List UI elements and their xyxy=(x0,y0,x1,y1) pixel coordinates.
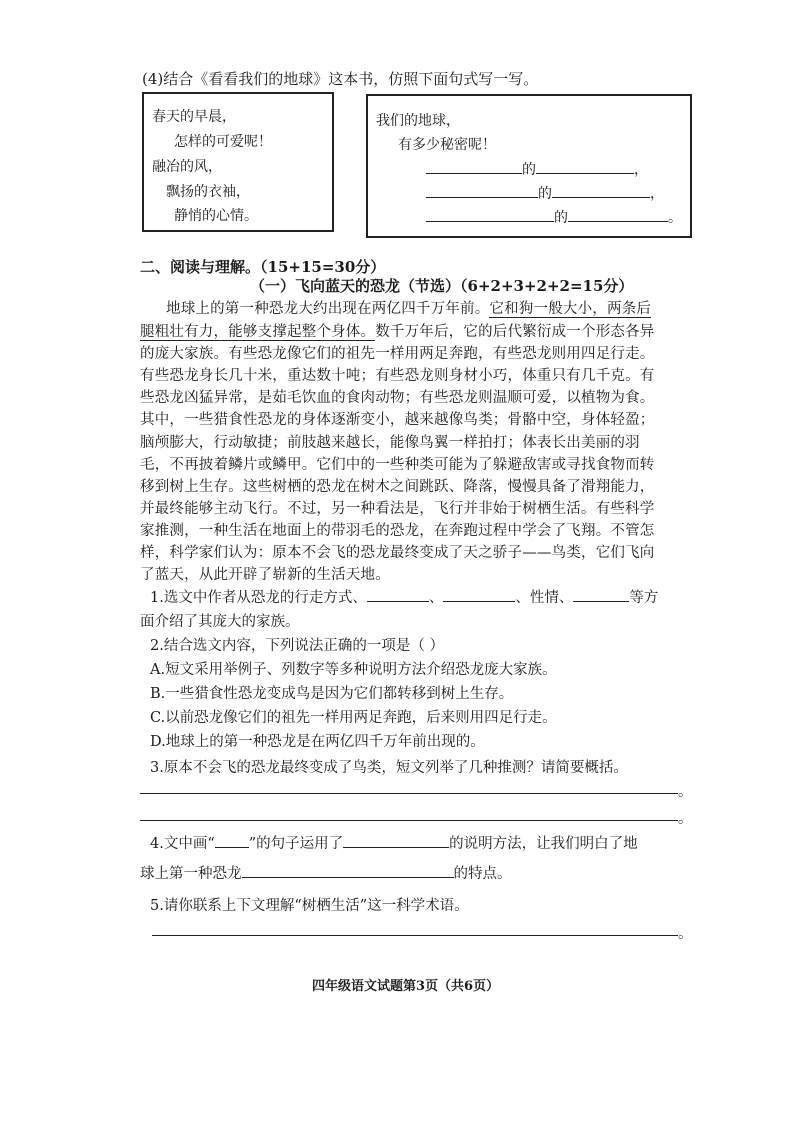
question-2: 2.结合选文内容，下列说法正确的一项是（ ） xyxy=(150,638,444,654)
answer-blank[interactable] xyxy=(552,182,650,198)
answer-blank[interactable] xyxy=(568,206,668,222)
q4-continuation xyxy=(140,862,512,883)
passage-line-1 xyxy=(166,297,651,318)
q5-answer-line[interactable] xyxy=(152,935,678,936)
example-line-1: 春天的早晨， xyxy=(152,109,236,125)
comma-text: ， xyxy=(650,186,664,202)
answer-row-2 xyxy=(426,182,664,203)
comma-text: ， xyxy=(634,162,648,178)
q1-text: 1.选文中作者从恐龙的行走方式、 xyxy=(150,590,367,606)
q4-underline-sample xyxy=(215,832,249,848)
q1-continuation: 面介绍了其庞大的家族。 xyxy=(140,614,300,630)
q2-option-b[interactable]: B.一些猎食性恐龙变成鸟是因为它们都转移到树上生存。 xyxy=(150,686,514,702)
q4-blank-2[interactable] xyxy=(242,862,454,878)
q5-period: 。 xyxy=(678,926,693,942)
q2-option-d[interactable]: D.地球上的第一种恐龙是在两亿四千万年前出现的。 xyxy=(150,734,485,750)
section-title: 二、阅读与理解。（15+15=30分） xyxy=(140,258,386,276)
passage-line-5: 些恐龙凶猛异常，是茹毛饮血的食肉动物；有些恐龙则温顺可爱，以植物为食。 xyxy=(140,390,655,406)
q4-blank-1[interactable] xyxy=(343,832,449,848)
answer-line-2: 有多少秘密呢！ xyxy=(398,137,496,153)
q3-period-1: 。 xyxy=(678,784,693,800)
passage-line-7: 脑颅膨大，行动敏捷；前肢越来越长，能像鸟翼一样拍打；体表长出美丽的羽 xyxy=(140,435,640,451)
passage-line-9: 移到树上生存。这些树栖的恐龙在树木之间跳跃、降落，慢慢具备了滑翔能力， xyxy=(140,479,655,495)
answer-line-1: 我们的地球， xyxy=(376,113,460,129)
passage-line-3: 的庞大家族。有些恐龙像它们的祖先一样用两足奔跑，有些恐龙则用四足行走。 xyxy=(140,346,655,362)
q1-text: 、性情、 xyxy=(515,590,574,606)
q4-prompt: (4)结合《看看我们的地球》这本书，仿照下面句式写一写。 xyxy=(142,70,539,88)
passage-line-2 xyxy=(140,320,655,341)
page-footer: 四年级语文试题第3页（共6页） xyxy=(312,979,500,994)
q3-answer-line-1[interactable] xyxy=(140,793,678,794)
de-text: 的 xyxy=(522,162,536,178)
q2-option-c[interactable]: C.以前恐龙像它们的祖先一样用两足奔跑，后来则用四足行走。 xyxy=(150,710,557,726)
q4-text: 的说明方法，让我们明白了地 xyxy=(449,836,638,852)
example-line-2: 怎样的可爱呢！ xyxy=(174,134,272,150)
q3-answer-line-2[interactable] xyxy=(140,820,678,821)
answer-blank[interactable] xyxy=(426,158,522,174)
passage-line-6: 其中，一些猎食性恐龙的身体逐渐变小，越来越像鸟类；骨骼中空，身体轻盈； xyxy=(140,412,655,428)
example-box xyxy=(142,92,334,232)
passage-line-10: 并最终能够主动飞行。不过，另一种看法是，飞行并非始于树栖生活。有些科学 xyxy=(140,501,655,517)
answer-blank[interactable] xyxy=(426,206,554,222)
answer-row-1 xyxy=(426,158,648,179)
passage-line-4: 有些恐龙身长几十米，重达数十吨；有些恐龙则身材小巧，体重只有几千克。有 xyxy=(140,368,655,384)
passage-text: 数千万年后，它的后代繁衍成一个形态各异 xyxy=(375,324,655,340)
question-1 xyxy=(150,586,658,607)
example-line-3: 融冶的风， xyxy=(152,159,222,175)
passage-line-13: 了蓝天，从此开辟了崭新的生活天地。 xyxy=(140,567,390,583)
passage-line-11: 家推测，一种生活在地面上的带羽毛的恐龙，在奔跑过程中学会了飞翔。不管怎 xyxy=(140,523,655,539)
passage-line-8: 毛，不再披着鳞片或鳞甲。它们中的一些种类可能为了躲避敌害或寻找食物而转 xyxy=(140,457,655,473)
passage-text: 地球上的第一种恐龙大约出现在两亿四千万年前。 xyxy=(166,301,490,317)
q2-option-a[interactable]: A.短文采用举例子、列数字等多种说明方法介绍恐龙庞大家族。 xyxy=(150,662,557,678)
example-line-5: 静悄的心情。 xyxy=(174,208,258,224)
passage-title: （一）飞向蓝天的恐龙（节选）（6+2+3+2+2=15分） xyxy=(250,277,634,295)
de-text: 的 xyxy=(554,210,568,226)
passage-line-12: 样，科学家们认为：原本不会飞的恐龙最终变成了天之骄子——鸟类，它们飞向 xyxy=(140,545,655,561)
question-4 xyxy=(150,832,638,853)
q1-blank-2[interactable] xyxy=(443,586,515,602)
q4-text: 4.文中画“ xyxy=(150,836,215,852)
underlined-sentence: 它和狗一般大小，两条后 xyxy=(489,301,652,317)
example-line-4: 飘扬的衣袖， xyxy=(166,184,250,200)
answer-blank[interactable] xyxy=(426,182,538,198)
underlined-sentence: 腿粗壮有力，能够支撑起整个身体。 xyxy=(140,324,376,340)
q1-blank-3[interactable] xyxy=(573,586,629,602)
answer-blank[interactable] xyxy=(536,158,634,174)
q4-text: 球上第一种恐龙 xyxy=(140,866,242,882)
answer-row-3 xyxy=(426,206,682,227)
q3-period-2: 。 xyxy=(678,811,693,827)
de-text: 的 xyxy=(538,186,552,202)
q4-text: 的特点。 xyxy=(453,866,512,882)
q1-blank-1[interactable] xyxy=(367,586,429,602)
q1-sep: 、 xyxy=(428,590,444,606)
q1-text: 等方 xyxy=(629,590,659,606)
question-5: 5.请你联系上下文理解“树栖生活”这一科学术语。 xyxy=(150,898,469,914)
period-text: 。 xyxy=(668,210,682,226)
q4-text: ”的句子运用了 xyxy=(248,836,344,852)
question-3: 3.原本不会飞的恐龙最终变成了鸟类，短文列举了几种推测？请简要概括。 xyxy=(150,760,628,776)
answer-box xyxy=(366,94,692,238)
